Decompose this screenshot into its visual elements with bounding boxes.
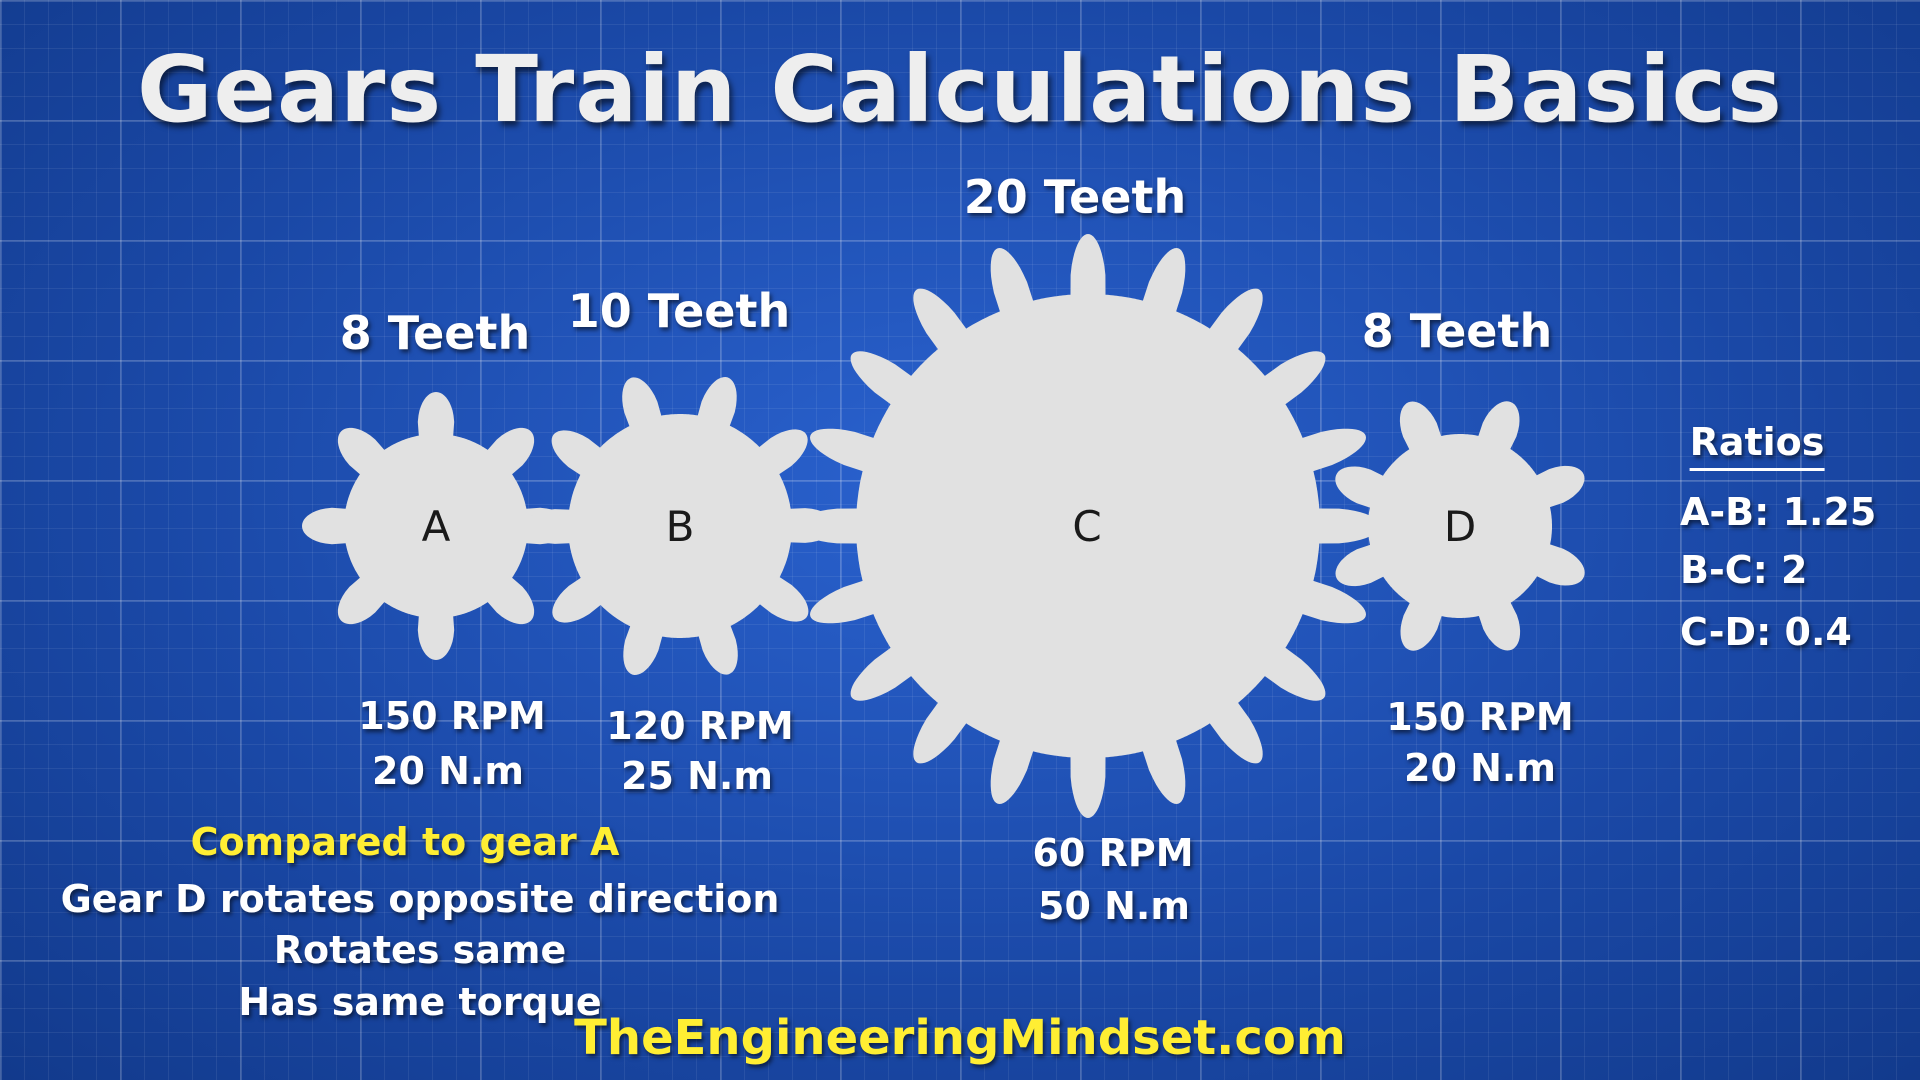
gear-b-teeth-label: 10 Teeth xyxy=(567,284,791,338)
gear-c-teeth-label: 20 Teeth xyxy=(963,170,1187,224)
gear-c-label: C xyxy=(1072,502,1102,551)
comparison-title: Compared to gear A xyxy=(190,820,620,864)
gear-a-teeth-label: 8 Teeth xyxy=(339,306,531,360)
ratios-title: Ratios xyxy=(1690,420,1825,471)
gear-d-torque: 20 N.m xyxy=(1404,746,1556,790)
page-title: Gears Train Calculations Basics xyxy=(137,36,1783,143)
website-url: TheEngineeringMindset.com xyxy=(574,1010,1346,1066)
gear-d-rpm: 150 RPM xyxy=(1386,695,1574,739)
comparison-line-torque: Has same torque xyxy=(238,980,602,1024)
ratio-a-b: A-B: 1.25 xyxy=(1680,490,1877,534)
comparison-line-direction: Gear D rotates opposite direction xyxy=(60,877,780,921)
gear-c-rpm: 60 RPM xyxy=(1032,831,1194,875)
gear-b-torque: 25 N.m xyxy=(621,754,773,798)
gear-a-label: A xyxy=(421,502,451,551)
gear-c-torque: 50 N.m xyxy=(1038,884,1190,928)
gear-b-label: B xyxy=(665,502,695,551)
ratio-b-c: B-C: 2 xyxy=(1680,548,1808,592)
ratio-c-d: C-D: 0.4 xyxy=(1680,610,1852,654)
gear-a-torque: 20 N.m xyxy=(372,749,524,793)
comparison-line-speed: Rotates same xyxy=(273,928,567,972)
gear-a-rpm: 150 RPM xyxy=(358,694,546,738)
gear-d-label: D xyxy=(1443,502,1477,551)
gear-b-rpm: 120 RPM xyxy=(606,704,794,748)
gear-d-teeth-label: 8 Teeth xyxy=(1361,304,1553,358)
